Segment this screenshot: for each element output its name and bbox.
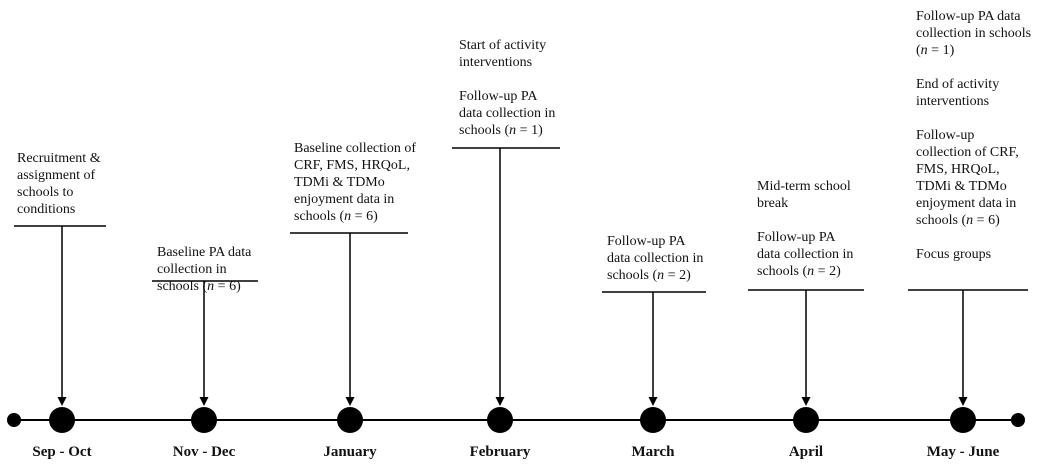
note-line: End of activity <box>916 77 1000 92</box>
note-line: collection in schools <box>916 26 1032 41</box>
stage-note <box>916 8 1031 263</box>
period-label: Nov - Dec <box>172 444 236 460</box>
note-line: schools (n = 2) <box>757 264 841 279</box>
arrow-head <box>346 397 355 406</box>
period-label: April <box>788 444 824 460</box>
arrow-head <box>802 397 811 406</box>
milestone-dot <box>49 407 75 433</box>
note-line: TDMi & TDMo <box>294 175 385 190</box>
note-line: collection in <box>157 262 227 277</box>
period-label: January <box>323 444 377 460</box>
note-line: collection of CRF, <box>916 145 1019 160</box>
note-line: Follow-up PA <box>607 234 686 249</box>
note-line: conditions <box>17 202 76 217</box>
milestone-dot <box>640 407 666 433</box>
period-label: Sep - Oct <box>32 444 92 460</box>
timeline-end-dot <box>1011 413 1025 427</box>
note-line: data collection in <box>607 251 704 266</box>
stage-note <box>757 178 853 280</box>
note-line: enjoyment data in <box>916 196 1017 211</box>
note-line: CRF, FMS, HRQoL, <box>294 158 410 173</box>
note-line: schools (n = 6) <box>916 213 1000 228</box>
arrow-head <box>58 397 67 406</box>
stage-note <box>459 37 555 139</box>
note-line: Follow-up PA <box>757 230 836 245</box>
note-line: Follow-up PA <box>459 89 538 104</box>
arrow-head <box>649 397 658 406</box>
milestone-dot <box>337 407 363 433</box>
period-label: May - June <box>926 444 1000 460</box>
note-line: data collection in <box>757 247 854 262</box>
stage-note <box>157 244 251 295</box>
note-line: schools (n = 2) <box>607 268 691 283</box>
note-line: Baseline PA data <box>157 245 252 260</box>
arrow-head <box>959 397 968 406</box>
note-line: schools (n = 6) <box>157 279 241 294</box>
note-line: schools to <box>17 185 74 200</box>
arrow-head <box>200 397 209 406</box>
note-line: break <box>757 196 789 211</box>
milestone-dot <box>950 407 976 433</box>
note-line: Follow-up PA data <box>916 9 1021 24</box>
note-line: interventions <box>459 55 533 70</box>
period-label: March <box>631 444 675 460</box>
note-line: Baseline collection of <box>294 141 417 156</box>
note-line: schools (n = 6) <box>294 209 378 224</box>
period-label: February <box>469 444 531 460</box>
note-line: TDMi & TDMo <box>916 179 1007 194</box>
stage-note <box>607 233 703 284</box>
milestone-dot <box>487 407 513 433</box>
note-line: assignment of <box>17 168 96 183</box>
stage-note <box>17 150 101 218</box>
arrow-head <box>496 397 505 406</box>
note-line: Start of activity <box>459 38 547 53</box>
note-line: Focus groups <box>916 247 992 262</box>
note-line: enjoyment data in <box>294 192 395 207</box>
stage-note <box>294 140 416 225</box>
note-line: Mid-term school <box>757 179 851 194</box>
timeline-start-dot <box>7 413 21 427</box>
note-line: Recruitment & <box>17 151 101 166</box>
note-line: interventions <box>916 94 990 109</box>
note-line: (n = 1) <box>916 43 955 58</box>
milestone-dot <box>793 407 819 433</box>
note-line: data collection in <box>459 106 556 121</box>
milestone-dot <box>191 407 217 433</box>
note-line: Follow-up <box>916 128 975 143</box>
note-line: FMS, HRQoL, <box>916 162 1000 177</box>
note-line: schools (n = 1) <box>459 123 543 138</box>
